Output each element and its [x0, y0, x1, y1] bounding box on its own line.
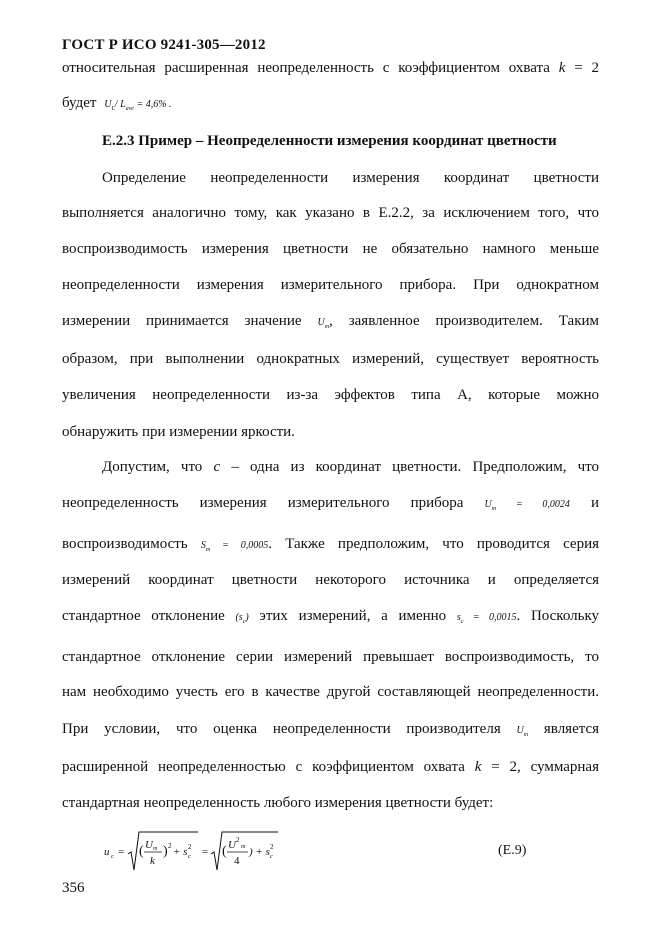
document-header: ГОСТ Р ИСО 9241-305—2012 — [62, 37, 266, 53]
text-line: увеличения неопределенности из-за эффектов типа А, которые можно — [62, 387, 599, 403]
text-line: стандартная неопределенность любого измерения цветности будет: — [62, 795, 494, 811]
text-line: Определение неопределенности измерения координат цветности — [102, 170, 599, 186]
text-line: Допустим, что с – одна из координат цветности. Предположим, что — [102, 459, 600, 475]
text-line: При условии, что оценка неопределенности производителя $U_m$ является — [62, 721, 600, 738]
fraction-numerator: U — [145, 839, 153, 851]
formula-equals: = — [118, 846, 125, 858]
page-number: 356 — [62, 880, 85, 896]
fraction-denominator: k — [150, 855, 155, 867]
fraction-denominator: 4 — [234, 855, 240, 867]
text-line: измерений координат цветности некоторого источника и определяется — [62, 572, 599, 588]
fraction-numerator: U — [228, 839, 236, 851]
text-line: воспроизводимость $S_m = 0,0005$. Также предположим, что проводится серия — [62, 536, 600, 553]
text-line: измерении принимается значение $U_m$, заявленное производителем. Таким — [62, 313, 599, 330]
text-line: будет $U_L/$ $L_{ave} = 4,6\%$ . — [62, 95, 172, 112]
paren-open: ( — [222, 844, 227, 859]
formula-equals: = — [202, 846, 209, 858]
formula-plus-s: ) + s — [249, 846, 270, 858]
formula-s-sub: c — [188, 854, 191, 860]
paren-open: ( — [139, 844, 144, 859]
paren-close: ) — [163, 844, 168, 859]
formula-s-sub: c — [270, 854, 273, 860]
text-line: образом, при выполнении однократных измерений, существует вероятность — [62, 351, 599, 367]
text-line: неопределенности измерения измерительного прибора. При однократном — [62, 277, 599, 293]
text-line: стандартное отклонение $(s_c)$ этих измерений, а именно $s_c = 0,0015$. Поскольку — [62, 608, 600, 625]
formula-s-sup: 2 — [188, 843, 192, 851]
formula-lhs-sub: c — [111, 854, 114, 860]
text-line: неопределенность измерения измерительного прибора $U_m = 0,0024$ и — [62, 495, 600, 512]
text-line: выполняется аналогично тому, как указано в Е.2.2, за исключением того, что — [62, 205, 599, 221]
formula-plus-s: + s — [173, 846, 188, 858]
text-line: относительная расширенная неопределенность с коэффициентом охвата k = 2 — [62, 60, 600, 76]
equation-number: (E.9) — [498, 843, 527, 858]
text-line: воспроизводимость измерения цветности не обязательно намного меньше — [62, 241, 599, 257]
fraction-numerator-sub: m — [241, 844, 246, 850]
equation-e9 — [102, 828, 342, 876]
square-exponent: 2 — [168, 842, 172, 850]
text-line: расширенной неопределенностью с коэффициентом охвата k = 2, суммарная — [62, 759, 599, 775]
text-line: стандартное отклонение серии измерений превышает воспроизводимость, то — [62, 649, 599, 665]
text-line: обнаружить при измерении яркости. — [62, 424, 295, 440]
text-line: нам необходимо учесть его в качестве другой составляющей неопределенности. — [62, 684, 599, 700]
formula-lhs: u — [104, 846, 110, 858]
section-heading: E.2.3 Пример – Неопределенности измерения координат цветности — [102, 133, 557, 149]
fraction-numerator-sup: 2 — [236, 836, 240, 844]
formula-s-sup: 2 — [270, 843, 274, 851]
fraction-numerator-sub: m — [153, 846, 158, 852]
